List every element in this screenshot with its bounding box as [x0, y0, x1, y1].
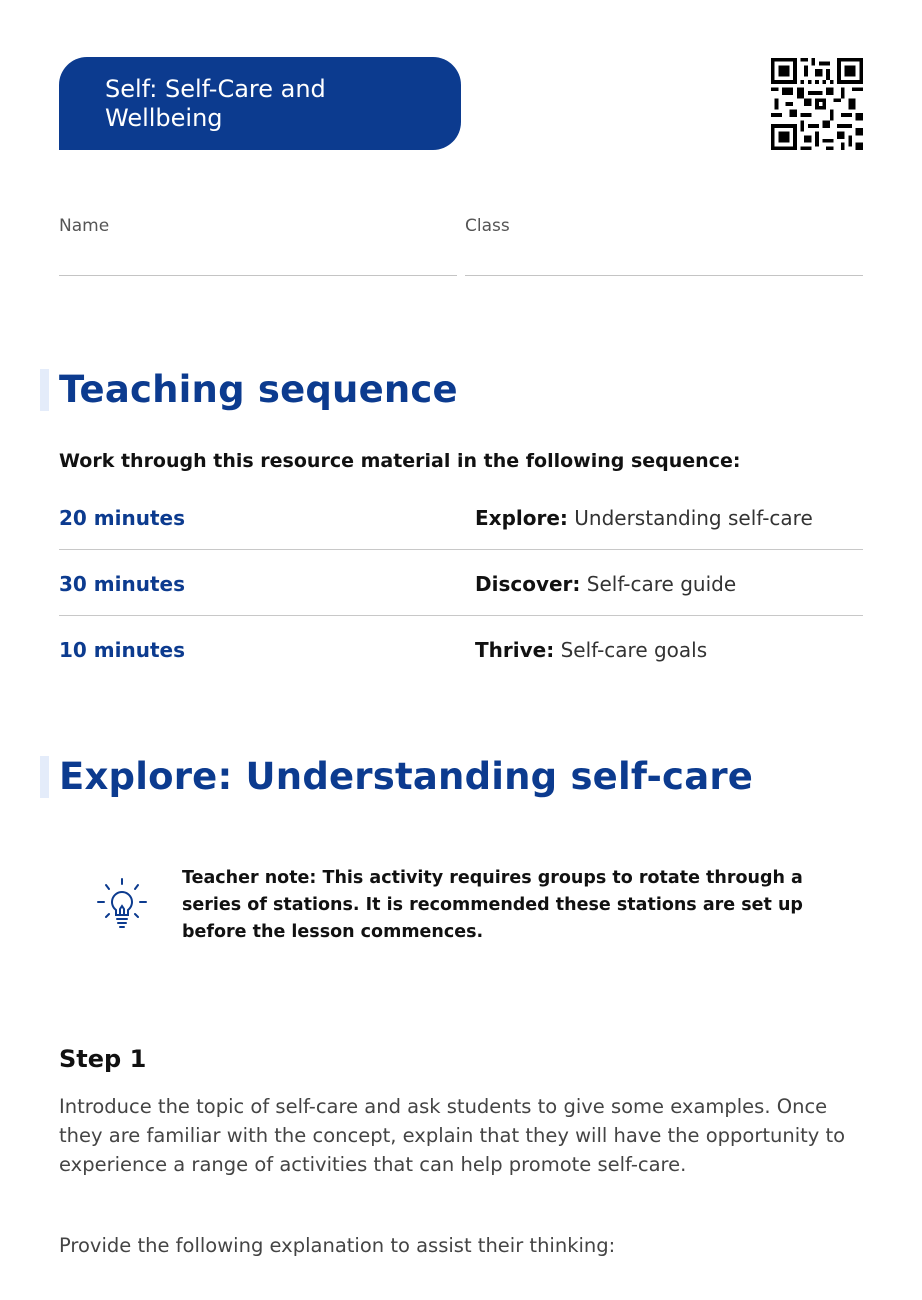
banner-title: Self: Self-Care and Wellbeing	[105, 75, 326, 132]
page-banner	[59, 57, 461, 150]
qr-code-icon	[771, 58, 863, 150]
sequence-phase: Discover:	[475, 572, 581, 596]
sequence-intro: Work through this resource material in the following sequence:	[59, 450, 741, 472]
sequence-duration: 30 minutes	[59, 572, 185, 596]
sequence-activity	[475, 501, 813, 535]
sequence-phase: Thrive:	[475, 638, 555, 662]
sequence-activity-text: Self-care guide	[586, 572, 737, 596]
explore-heading: Explore: Understanding self-care	[59, 755, 754, 798]
sequence-row	[59, 633, 863, 699]
step-paragraph: Introduce the topic of self-care and ask students to give some examples. Once they are familiar with the concept, explain that they will have the opportunity to experience a range of activities that can help promote self-care.	[59, 1095, 846, 1176]
lightbulb-icon	[96, 876, 148, 934]
sequence-duration: 10 minutes	[59, 638, 185, 662]
class-label: Class	[465, 216, 510, 236]
sequence-activity	[475, 633, 707, 667]
heading-accent-bar	[40, 369, 49, 411]
heading-accent-bar	[40, 756, 49, 798]
sequence-activity	[475, 567, 736, 601]
sequence-activity-text: Self-care goals	[560, 638, 708, 662]
teaching-sequence-heading: Teaching sequence	[59, 368, 458, 411]
sequence-activity-text: Understanding self-care	[574, 506, 813, 530]
sequence-row	[59, 501, 863, 567]
follow-up-paragraph: Provide the following explanation to assist their thinking:	[59, 1234, 616, 1257]
name-input-line[interactable]	[59, 275, 457, 276]
sequence-row	[59, 567, 863, 633]
sequence-duration: 20 minutes	[59, 506, 185, 530]
row-divider	[59, 615, 863, 616]
sequence-phase: Explore:	[475, 506, 568, 530]
step-heading: Step 1	[59, 1045, 147, 1073]
class-input-line[interactable]	[465, 275, 863, 276]
row-divider	[59, 549, 863, 550]
teacher-note: Teacher note: This activity requires groups to rotate through a series of stations. It is recommended these stations are set up before the lesson commences.	[182, 868, 803, 942]
name-label: Name	[59, 216, 110, 236]
